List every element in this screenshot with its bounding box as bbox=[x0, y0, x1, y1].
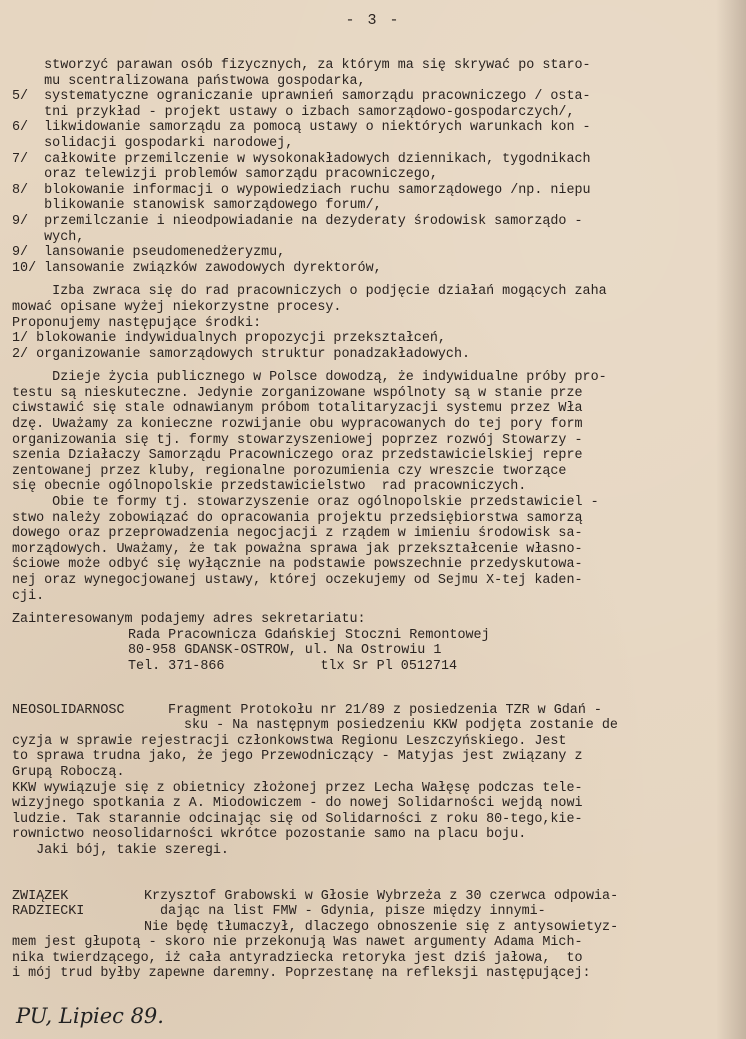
paragraph-line: cyzja w sprawie rejestracji członkowstwa Regionu Leszczyńskiego. Jest bbox=[12, 733, 567, 749]
neosolidarnosc-label: NEOSOLIDARNOŚĆ bbox=[12, 702, 125, 718]
paragraph-line: stwo należy zobowiązać do opracowania projektu przedsiębiorstwa samorzą bbox=[12, 510, 583, 526]
zwiazek-label-line2: RADZIECKI bbox=[12, 904, 85, 920]
paragraph-line: zentowanej przez kluby, regionalne porozumienia czy wreszcie tworzące bbox=[12, 463, 567, 479]
paragraph-line: szenia Działaczy Samorządu Pracowniczego oraz przedstawicielskiej repre bbox=[12, 448, 583, 464]
zwiazek-label-line1: ZWIĄZEK bbox=[12, 888, 69, 904]
list-line: mu scentralizowana państwowa gospodarka, bbox=[12, 73, 366, 89]
demands-list bbox=[12, 58, 727, 276]
paragraph-line: rownictwo neosolidarności wkrótce pozostanie samo na placu boju. bbox=[12, 827, 527, 843]
obie-paragraph bbox=[12, 495, 727, 604]
zwiazek-first-line: Krzysztof Grabowski w Głosie Wybrzeża z 30 czerwca odpowia- bbox=[144, 888, 619, 904]
address-org: Rada Pracownicza Gdańskiej Stoczni Remontowej bbox=[128, 627, 490, 643]
paragraph-line: Jaki bój, takie szeregi. bbox=[12, 842, 229, 858]
paragraph-line: Obie te formy tj. stowarzyszenie oraz ogólnopolskie przedstawiciel - bbox=[12, 495, 599, 511]
paragraph-line: 2/ organizowanie samorządowych struktur ponadzakładowych. bbox=[12, 346, 471, 362]
paragraph-line: cji. bbox=[12, 588, 45, 604]
address-block bbox=[12, 612, 727, 674]
paragraph-line: testu są nieskuteczne. Jedynie zorganizowane wspólnoty są w stanie prze bbox=[12, 385, 583, 401]
paragraph-line: ludzie. Tak starannie odcinając się od Solidarności z roku 80-tego,kie- bbox=[12, 811, 583, 827]
paragraph-line: Grupą Roboczą. bbox=[12, 764, 125, 780]
paragraph-line: i mój trud byłby zapewne daremny. Poprzestanę na refleksji następującej: bbox=[12, 966, 591, 982]
address-street: 80-958 GDAŃSK-OSTRÓW, ul. Na Ostrowiu 1 bbox=[128, 643, 442, 659]
list-line: 9/ lansowanie pseudomenedżeryzmu, bbox=[12, 245, 286, 261]
paragraph-line: nej oraz wynegocjowanej ustawy, której oczekujemy od Sejmu X-tej kaden- bbox=[12, 573, 583, 588]
dzieje-paragraph bbox=[12, 370, 727, 495]
paragraph-line: Dzieje życia publicznego w Polsce dowodzą, że indywidualne próby pro- bbox=[12, 370, 607, 386]
paragraph-line: organizowania się tj. formy stowarzyszeniowej poprzez rozwój Stowarzy - bbox=[12, 432, 583, 448]
neosolidarnosc-first-line: Fragment Protokołu nr 21/89 z posiedzenia TZR w Gdań - bbox=[168, 702, 602, 718]
paragraph-line: 1/ blokowanie indywidualnych propozycji przekształceń, bbox=[12, 331, 446, 347]
paragraph-line: morządowych. Uważamy, że tak poważna sprawa jak przekształcenie własno- bbox=[12, 541, 583, 557]
list-line: 9/ przemilczanie i nieodpowiadanie na dezyderaty środowisk samorządo - bbox=[12, 213, 583, 229]
list-line: 10/ lansowanie związków zawodowych dyrektorów, bbox=[12, 260, 382, 276]
paragraph-line: Izba zwraca się do rad pracowniczych o podjęcie działań mogących zaha bbox=[12, 284, 607, 300]
paragraph-line: KKW wywiązuje się z obietnicy złożonej przez Lecha Wałęsę podczas tele- bbox=[12, 780, 583, 796]
list-line: tni przykład - projekt ustawy o izbach samorządowo-gospodarczych/, bbox=[12, 104, 575, 120]
list-line: stworzyć parawan osób fizycznych, za którym ma się skrywać po staro- bbox=[12, 58, 591, 73]
address-contact bbox=[12, 659, 727, 675]
zwiazek-header-row bbox=[12, 889, 727, 905]
neosolidarnosc-second-line: sku - Na następnym posiedzeniu KKW podjęta zostanie de bbox=[184, 718, 618, 734]
address-intro: Zainteresowanym podajemy adres sekretariatu: bbox=[12, 612, 366, 628]
paragraph-line: dowego oraz przeprowadzenia negocjacji z rządem w imieniu środowisk sa- bbox=[12, 526, 583, 542]
zwiazek-second-line: dając na list FMW - Gdynia, pisze między innymi- bbox=[160, 904, 546, 920]
paragraph-line: Proponujemy następujące środki: bbox=[12, 315, 262, 331]
list-line: 5/ systematyczne ograniczanie uprawnień samorządu pracowniczego / osta- bbox=[12, 89, 591, 105]
paragraph-line: mem jest głupotą - skoro nie przekonują Was nawet argumenty Adama Mich- bbox=[12, 935, 583, 951]
list-line: 8/ blokowanie informacji o wypowiedziach ruchu samorządowego /np. niepu bbox=[12, 182, 591, 198]
address-telex: tlx Sr Pl 0512714 bbox=[320, 658, 458, 674]
address-tel: Tel. 371-866 bbox=[128, 658, 225, 674]
zwiazek-second-row bbox=[12, 904, 727, 920]
list-line: 7/ całkowite przemilczenie w wysokonakładowych dziennikach, tygodnikach bbox=[12, 151, 591, 167]
page-number: - 3 - bbox=[345, 12, 401, 29]
list-line: oraz telewizji problemów samorządu pracowniczego, bbox=[12, 167, 438, 183]
paragraph-line: ściowe może odbyć się wyłącznie na podstawie powszechnie przedyskutowa- bbox=[12, 557, 583, 573]
izba-paragraph bbox=[12, 284, 727, 362]
document-body bbox=[12, 58, 727, 982]
zwiazek-section bbox=[12, 889, 727, 983]
list-line: solidacji gospodarki narodowej, bbox=[12, 135, 294, 151]
paragraph-line: nika twierdzącego, iż cała antyradziecka retoryka jest dziś jałowa, to bbox=[12, 950, 583, 966]
list-line: wych, bbox=[12, 229, 85, 245]
neosolidarnosc-section bbox=[12, 703, 727, 859]
handwritten-note: PU, Lipiec 89. bbox=[16, 1004, 164, 1028]
neosolidarnosc-header-row bbox=[12, 703, 727, 719]
paragraph-line: wizyjnego spotkania z A. Miodowiczem - do nowej Solidarności wejdą nowi bbox=[12, 796, 583, 812]
paragraph-line: ciwstawić się stale odnawianym próbom totalitaryzacji systemu przez Wła bbox=[12, 401, 583, 417]
paragraph-line: się obecnie ogólnopolskie przedstawicielstwo rad pracowniczych. bbox=[12, 479, 527, 495]
list-line: blikowanie stanowisk samorządowego forum/, bbox=[12, 198, 382, 214]
zwiazek-third-line: Nie będę tłumaczył, dlaczego obnoszenie się z antysowietyz- bbox=[144, 919, 619, 935]
list-line: 6/ likwidowanie samorządu za pomocą ustawy o niektórych warunkach kon - bbox=[12, 120, 591, 136]
paragraph-line: dzę. Uważamy za konieczne rozwijanie obu wypracowanych do tej pory form bbox=[12, 417, 583, 433]
paragraph-line: to sprawa trudna jako, że jego Przewodniczący - Matyjas jest związany z bbox=[12, 749, 583, 765]
paragraph-line: mować opisane wyżej niekorzystne procesy. bbox=[12, 299, 342, 315]
